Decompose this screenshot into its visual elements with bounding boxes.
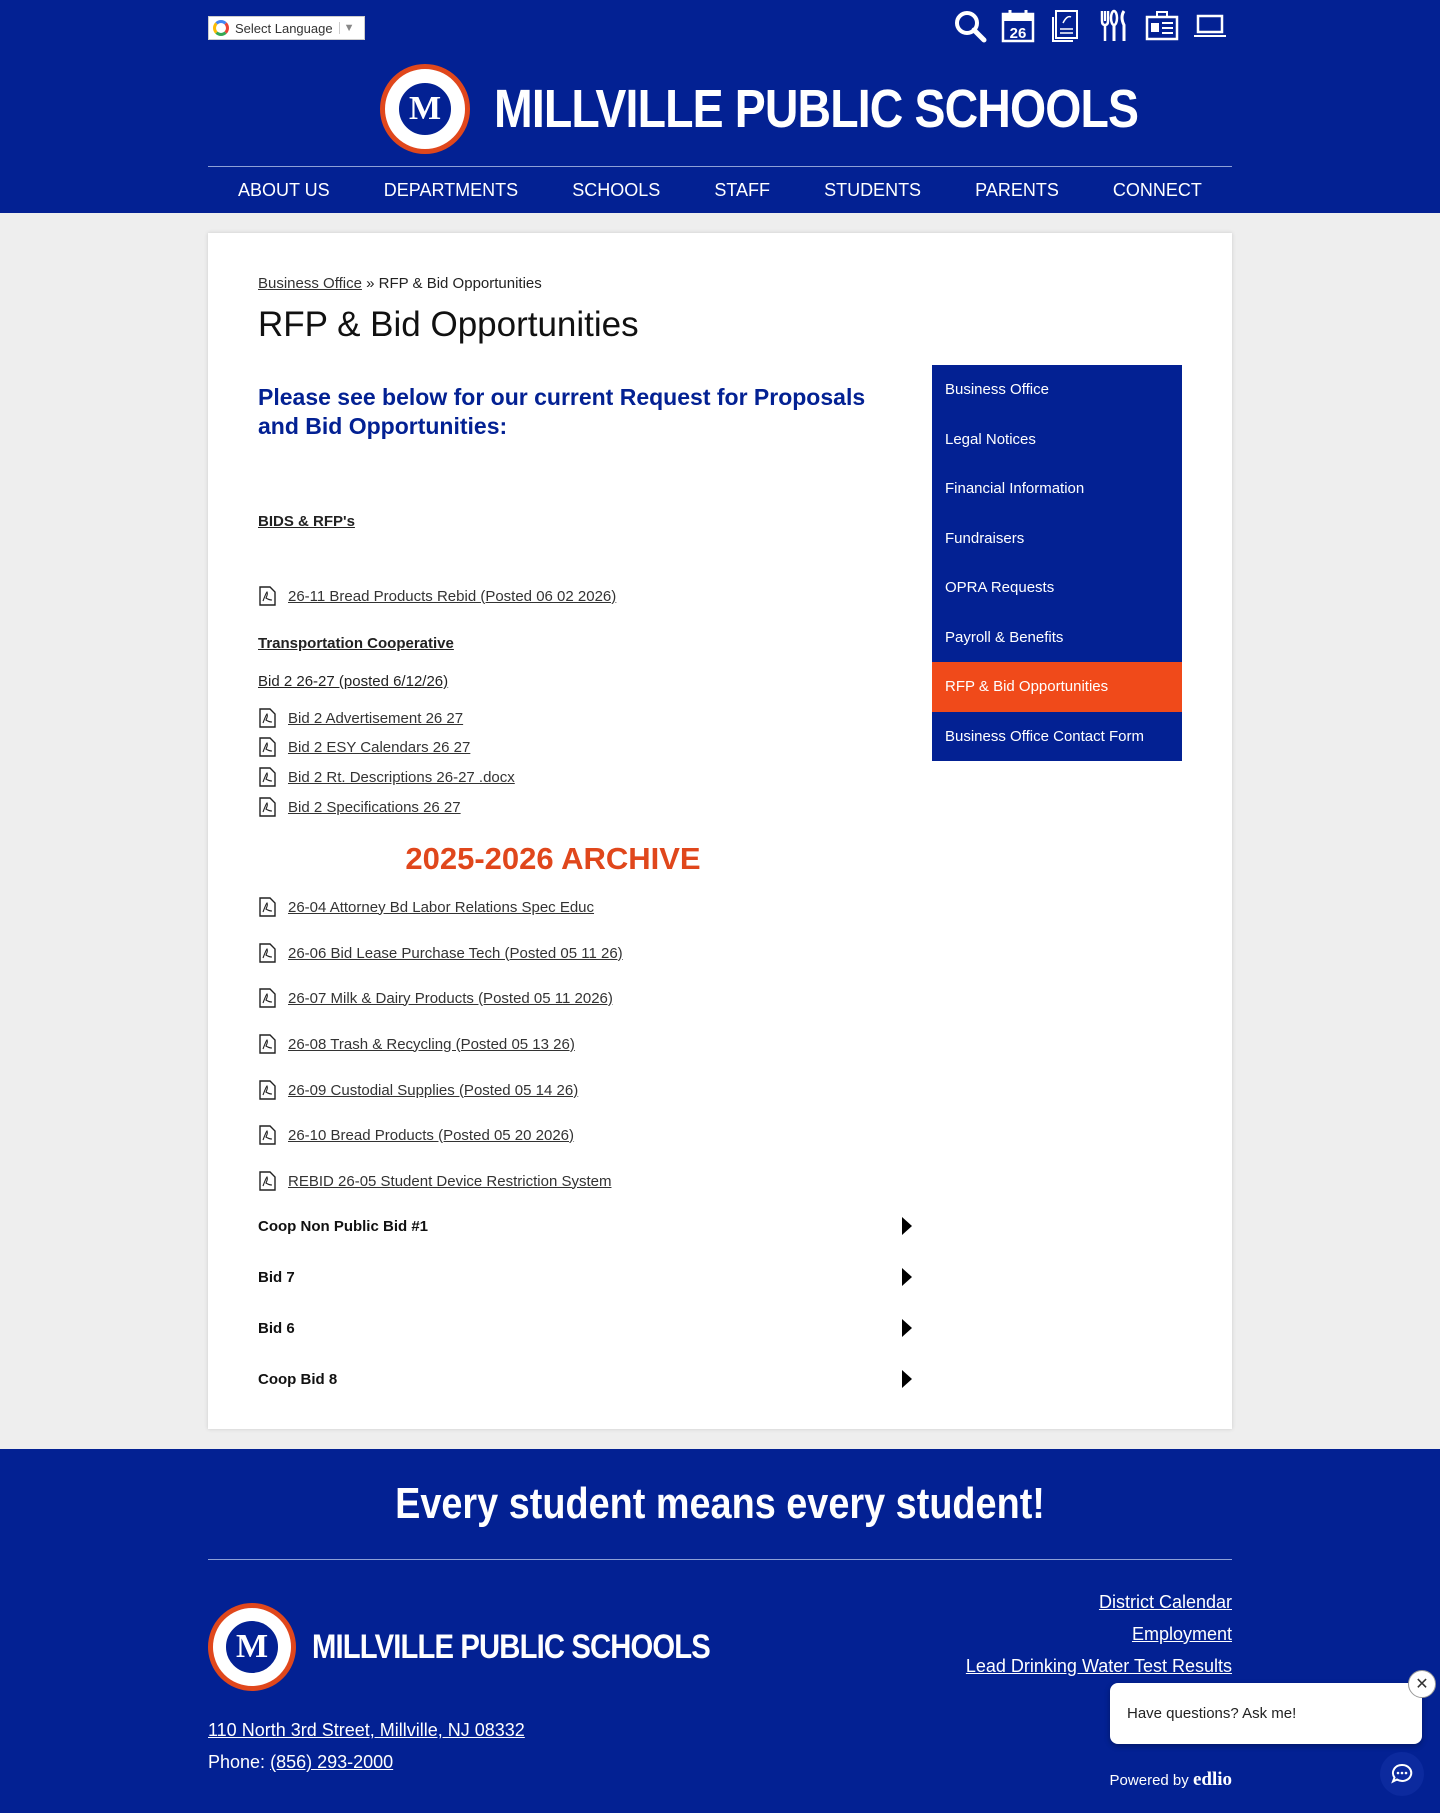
file-link[interactable] [258,586,616,606]
accordion-label: Coop Non Public Bid #1 [258,1217,429,1235]
footer-slogan: Every student means every student! [395,1479,1045,1528]
lead-text: Please see below for our current Request for Proposals and Bid Opportunities: [258,384,866,439]
pdf-icon [258,586,276,606]
document-icon[interactable] [1048,8,1084,44]
calendar-day: 26 [1009,25,1027,42]
file-link[interactable] [258,1171,611,1191]
chat-prompt-text: Have questions? Ask me! [1127,1705,1297,1722]
district-logo [380,64,470,154]
logo-letter: M [396,80,454,138]
sidenav-fundraisers[interactable]: Fundraisers [945,529,1025,547]
file-link-label[interactable]: Bid 2 Rt. Descriptions 26-27 .docx [288,768,515,786]
file-link-label[interactable]: 26-10 Bread Products (Posted 05 20 2026) [288,1126,575,1144]
breadcrumb [258,275,542,292]
sidenav-rfp-bid-opportunities[interactable]: RFP & Bid Opportunities [932,662,1182,712]
language-select[interactable] [208,16,365,40]
pdf-icon [258,1034,276,1054]
footer-phone[interactable]: (856) 293-2000 [270,1752,394,1772]
file-link-label[interactable]: 26-07 Milk & Dairy Products (Posted 05 11 2026) [288,989,613,1007]
footer-address-block [208,1714,525,1778]
caret-right-icon [902,1268,912,1286]
file-link[interactable] [258,797,461,817]
chevron-down-icon: ▼ [339,22,355,34]
content-card [208,233,1232,1429]
breadcrumb-link-business-office[interactable]: Business Office [258,275,362,292]
edlio-logo: edlio [1192,1769,1232,1790]
transportation-heading: Transportation Cooperative [258,635,454,652]
footer-brand[interactable] [208,1603,775,1691]
accordion-coop-bid-8[interactable] [258,1364,918,1394]
pdf-icon [258,897,276,917]
bids-heading: BIDS & RFP's [258,513,355,530]
newspaper-icon[interactable] [1144,8,1180,44]
file-link-label[interactable]: Bid 2 Specifications 26 27 [288,798,461,816]
file-link-label[interactable]: Bid 2 Advertisement 26 27 [288,709,464,727]
accordion-label: Bid 6 [258,1319,295,1337]
main-nav [208,166,1232,213]
nav-students[interactable]: STUDENTS [824,179,922,200]
calendar-icon[interactable] [1000,8,1036,44]
pdf-icon [258,943,276,963]
sidenav-business-office-contact-form[interactable]: Business Office Contact Form [945,727,1144,745]
nav-staff[interactable]: STAFF [714,179,770,200]
footer-address[interactable]: 110 North 3rd Street, Millville, NJ 08332 [208,1720,525,1740]
accordion-bid-7[interactable] [258,1262,918,1292]
footer-divider [208,1559,1232,1560]
file-link-label[interactable]: 26-11 Bread Products Rebid (Posted 06 02 2026) [288,587,617,605]
footer-link-lead-water-results[interactable]: Lead Drinking Water Test Results [965,1656,1232,1676]
close-icon[interactable]: ✕ [1408,1670,1436,1698]
footer-logo [208,1603,296,1691]
file-link-label[interactable]: 26-09 Custodial Supplies (Posted 05 14 26) [288,1081,579,1099]
powered-by-label: Powered by [1109,1772,1189,1789]
powered-by[interactable] [1110,1769,1232,1791]
pdf-icon [258,1125,276,1145]
chat-icon [1390,1762,1414,1786]
bid2-heading: Bid 2 26-27 (posted 6/12/26) [258,673,449,690]
accordion-bid-6[interactable] [258,1313,918,1343]
file-link-label[interactable]: 26-08 Trash & Recycling (Posted 05 13 26) [288,1035,575,1053]
file-link[interactable] [258,737,470,757]
utility-icons [952,8,1228,44]
file-link[interactable] [258,1034,575,1054]
footer-link-district-calendar[interactable]: District Calendar [1098,1592,1232,1612]
phone-label: Phone: [208,1752,266,1772]
file-link[interactable] [258,1125,574,1145]
archive-heading: 2025-2026 ARCHIVE [405,841,701,876]
footer-link-employment[interactable]: Employment [1131,1624,1232,1644]
laptop-icon[interactable] [1192,8,1228,44]
page-title: RFP & Bid Opportunities [258,305,639,344]
file-link[interactable] [258,767,515,787]
breadcrumb-separator: » [366,275,375,292]
file-link-label[interactable]: 26-04 Attorney Bd Labor Relations Spec Educ [288,898,595,916]
site-brand[interactable] [380,64,1243,154]
pdf-icon [258,1080,276,1100]
accordion-label: Coop Bid 8 [258,1370,338,1388]
chat-button[interactable] [1380,1752,1424,1796]
file-link-label[interactable]: REBID 26-05 Student Device Restriction System [288,1172,612,1190]
file-link[interactable] [258,708,463,728]
search-icon[interactable] [952,8,988,44]
accordion-coop-non-public-bid-1[interactable] [258,1211,918,1241]
language-select-label: Select Language [235,20,333,36]
file-link[interactable] [258,988,613,1008]
section-nav [932,365,1182,761]
pdf-icon [258,988,276,1008]
nav-parents[interactable]: PARENTS [975,179,1059,200]
file-link[interactable] [258,1080,578,1100]
logo-letter: M [223,1618,281,1676]
google-icon [213,20,229,36]
pdf-icon [258,1171,276,1191]
file-link-label[interactable]: Bid 2 ESY Calendars 26 27 [288,738,471,756]
nav-departments[interactable]: DEPARTMENTS [383,179,519,200]
chat-prompt-bubble[interactable] [1110,1683,1422,1744]
nav-about-us[interactable]: ABOUT US [238,179,330,200]
sidenav-opra-requests[interactable]: OPRA Requests [945,579,1055,596]
caret-right-icon [902,1217,912,1235]
caret-right-icon [902,1370,912,1388]
sidenav-business-office[interactable]: Business Office [945,381,1049,398]
dining-icon[interactable] [1096,8,1132,44]
file-link[interactable] [258,943,623,963]
sidenav-financial-information[interactable]: Financial Information [945,480,1085,497]
breadcrumb-current: RFP & Bid Opportunities [378,275,542,292]
caret-right-icon [902,1319,912,1337]
pdf-icon [258,737,276,757]
sidenav-payroll-benefits[interactable]: Payroll & Benefits [945,628,1064,646]
nav-schools[interactable]: SCHOOLS [572,179,661,200]
accordion-label: Bid 7 [258,1268,295,1286]
site-title: MILLVILLE PUBLIC SCHOOLS [494,79,1139,139]
pdf-icon [258,797,276,817]
file-link-label[interactable]: 26-06 Bid Lease Purchase Tech (Posted 05 11 26) [288,944,623,962]
site-footer [0,1449,1440,1813]
site-header [0,0,1440,213]
sidenav-legal-notices[interactable]: Legal Notices [945,430,1036,448]
file-link[interactable] [258,897,594,917]
footer-site-title: MILLVILLE PUBLIC SCHOOLS [312,1627,710,1666]
pdf-icon [258,767,276,787]
pdf-icon [258,708,276,728]
nav-connect[interactable]: CONNECT [1112,179,1202,200]
